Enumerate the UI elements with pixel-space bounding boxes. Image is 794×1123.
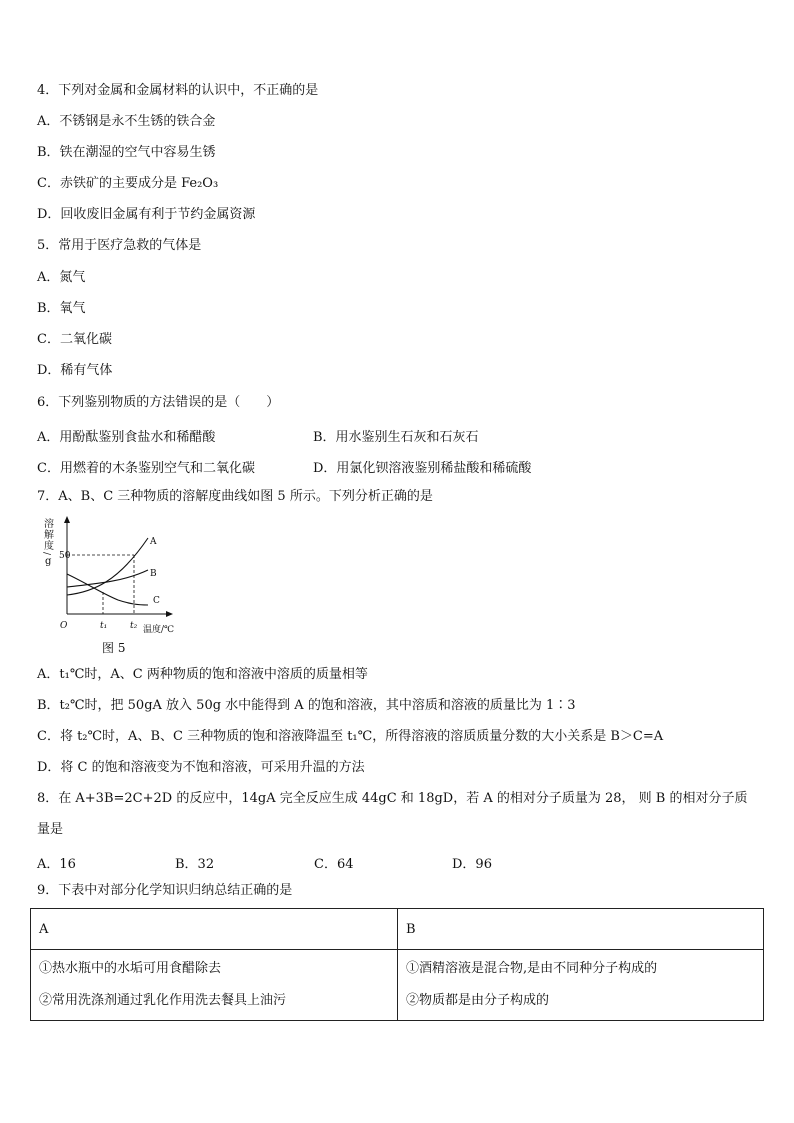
ylabel-char: g <box>45 556 52 567</box>
curve-label-b: B <box>150 569 157 579</box>
curve-label-c: C <box>153 596 160 606</box>
q9-cell-a-line1: ①热水瓶中的水垢可用食醋除去 <box>39 961 222 976</box>
q7-option-a: A．t₁℃时，A、C 两种物质的饱和溶液中溶质的质量相等 <box>37 667 368 682</box>
curve-c <box>67 574 148 605</box>
q8-stem-line1: 8．在 A+3B=2C+2D 的反应中，14gA 完全反应生成 44gC 和 18gD，若 A 的相对分子质量为 28， 则 B 的相对分子质 <box>37 791 748 806</box>
x-tick-t2: t₂ <box>130 621 138 631</box>
ylabel-char: 溶 <box>44 519 54 530</box>
q8-option-a: A．16 <box>37 857 76 872</box>
ylabel-char: 解 <box>44 530 54 541</box>
q9-cell-b-line1: ①酒精溶液是混合物,是由不同种分子构成的 <box>406 961 658 976</box>
q5-stem: 5．常用于医疗急救的气体是 <box>37 238 202 253</box>
figure-caption: 图 5 <box>102 641 126 655</box>
q8-stem-line2: 量是 <box>37 822 64 837</box>
q9-table-cell-a <box>31 950 398 1021</box>
origin-label: O <box>60 621 68 631</box>
x-axis-arrow <box>166 611 173 617</box>
q8-option-c: C．64 <box>314 857 354 872</box>
q7-option-b: B．t₂℃时，把 50gA 放入 50g 水中能得到 A 的饱和溶液，其中溶质和溶液的质量比为 1∶3 <box>37 698 576 713</box>
q9-table-header-a: A <box>31 909 398 950</box>
q9-table <box>30 908 764 1021</box>
q4-stem: 4．下列对金属和金属材料的认识中，不正确的是 <box>37 83 319 98</box>
q6-option-d: D．用氯化钡溶液鉴别稀盐酸和稀硫酸 <box>313 461 532 476</box>
q7-option-c: C．将 t₂℃时，A、B、C 三种物质的饱和溶液降温至 t₁℃，所得溶液的溶质质量分数的大小关系是 B＞C=A <box>37 729 664 744</box>
q4-option-d: D．回收废旧金属有利于节约金属资源 <box>37 207 256 222</box>
ylabel-char: 度 <box>44 541 54 552</box>
solubility-curve-figure <box>38 514 183 660</box>
q6-option-b: B．用水鉴别生石灰和石灰石 <box>313 430 479 445</box>
q9-cell-b-line2: ②物质都是由分子构成的 <box>406 993 550 1008</box>
q5-option-a: A．氮气 <box>37 270 86 285</box>
curve-label-a: A <box>150 537 157 547</box>
q9-table-cell-b <box>398 950 764 1021</box>
curve-b <box>67 570 148 587</box>
q9-cell-a-line2: ②常用洗涤剂通过乳化作用洗去餐具上油污 <box>39 993 287 1008</box>
curve-a <box>67 538 148 595</box>
q6-option-a: A．用酚酞鉴别食盐水和稀醋酸 <box>37 430 216 445</box>
q8-option-b: B．32 <box>175 857 215 872</box>
y-axis-arrow <box>64 516 70 523</box>
q6-stem: 6．下列鉴别物质的方法错误的是（ ） <box>37 395 280 410</box>
q4-option-b: B．铁在潮湿的空气中容易生锈 <box>37 145 216 160</box>
q9-table-header-b: B <box>398 909 764 950</box>
q4-option-c: C．赤铁矿的主要成分是 Fe₂O₃ <box>37 176 219 191</box>
x-tick-t1: t₁ <box>100 621 108 631</box>
q5-option-d: D．稀有气体 <box>37 363 113 378</box>
q5-option-b: B．氧气 <box>37 301 86 316</box>
q8-option-d: D．96 <box>452 857 492 872</box>
q4-option-a: A．不锈钢是永不生锈的铁合金 <box>37 114 216 129</box>
ylabel-char: / <box>41 552 51 556</box>
q7-option-d: D．将 C 的饱和溶液变为不饱和溶液，可采用升温的方法 <box>37 760 365 775</box>
q9-stem: 9．下表中对部分化学知识归纳总结正确的是 <box>37 883 293 898</box>
x-axis-label: 温度/℃ <box>143 625 175 635</box>
q6-option-c: C．用燃着的木条鉴别空气和二氧化碳 <box>37 461 255 476</box>
y-tick-50: 50 <box>59 551 71 561</box>
q7-stem: 7．A、B、C 三种物质的溶解度曲线如图 5 所示。下列分析正确的是 <box>37 489 433 504</box>
q5-option-c: C．二氧化碳 <box>37 332 112 347</box>
